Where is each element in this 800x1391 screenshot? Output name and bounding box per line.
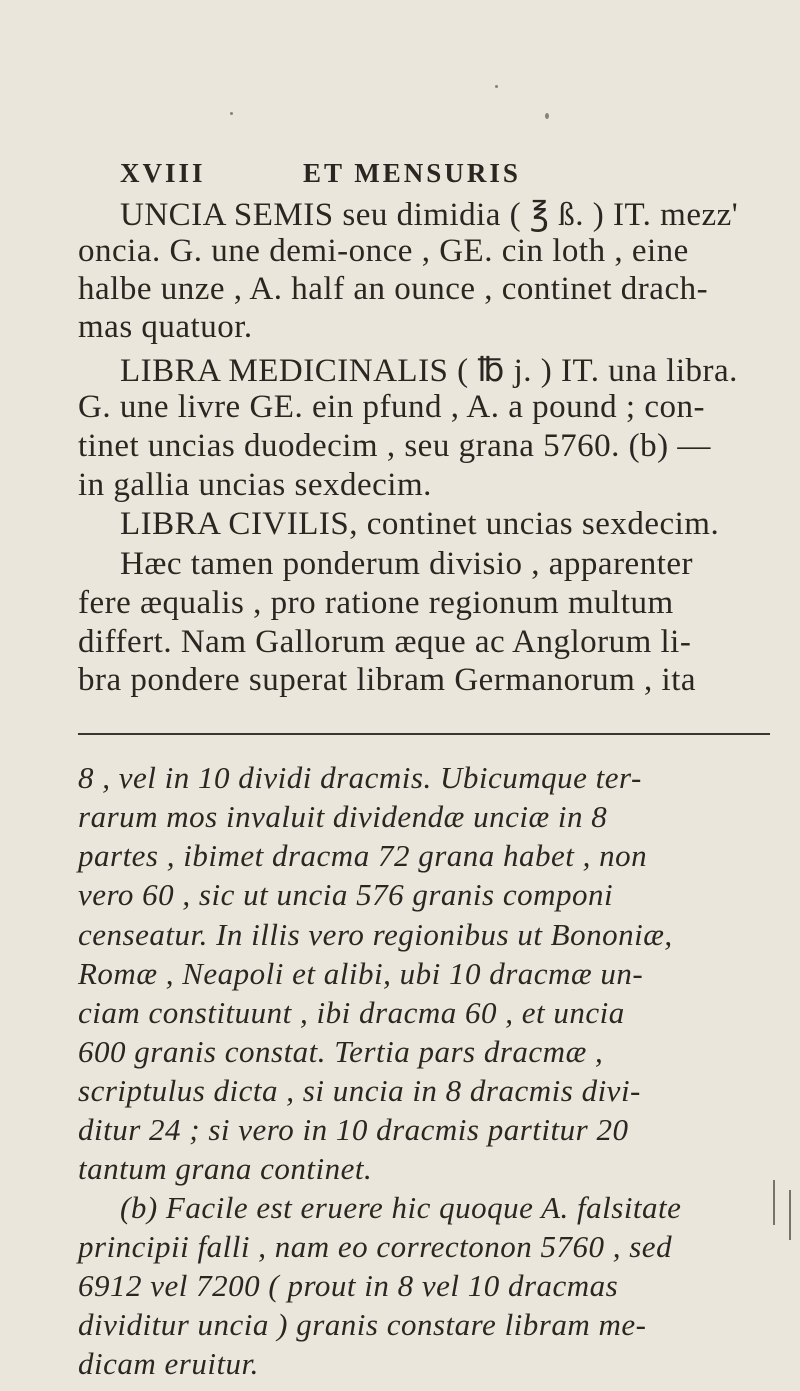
note-line-15: dividitur uncia ) granis constare libram me- (78, 1307, 647, 1342)
main-line-6: G. une livre GE. ein pfund , A. a pound ; con- (78, 389, 705, 425)
paper-speck (230, 112, 233, 115)
main-line-4: mas quatuor. (78, 309, 253, 345)
running-title: ET MENSURIS (303, 158, 521, 188)
note-line-6: Romæ , Neapoli et alibi, ubi 10 dracmæ un- (78, 956, 644, 991)
page-number: XVIII (120, 158, 206, 188)
note-line-7: ciam constituunt , ibi dracma 60 , et uncia (78, 995, 625, 1030)
note-line-2: rarum mos invaluit dividendæ unciæ in 8 (78, 799, 608, 834)
main-line-12: differt. Nam Gallorum æque ac Anglorum li- (78, 624, 692, 660)
main-line-7: tinet uncias duodecim , seu grana 5760. (b) — (78, 428, 711, 464)
note-line-1: 8 , vel in 10 dividi dracmis. Ubicumque ter- (78, 760, 642, 795)
margin-mark (789, 1190, 791, 1240)
note-line-11: tantum grana continet. (78, 1151, 373, 1186)
paper-speck (495, 85, 498, 88)
note-line-3: partes , ibimet dracma 72 grana habet , non (78, 838, 648, 873)
note-line-14: 6912 vel 7200 ( prout in 8 vel 10 dracmas (78, 1268, 619, 1303)
main-line-10: Hæc tamen ponderum divisio , apparenter (120, 546, 694, 582)
note-line-4: vero 60 , sic ut uncia 576 granis componi (78, 877, 614, 912)
footnote-rule (78, 733, 770, 735)
main-line-5: LIBRA MEDICINALIS ( ℔ j. ) IT. una libra. (120, 353, 738, 389)
note-line-16: dicam eruitur. (78, 1346, 259, 1381)
note-line-10: ditur 24 ; si vero in 10 dracmis partitur 20 (78, 1112, 629, 1147)
main-line-11: fere æqualis , pro ratione regionum multum (78, 585, 674, 621)
main-line-8: in gallia uncias sexdecim. (78, 467, 432, 503)
main-line-3: halbe unze , A. half an ounce , continet drach- (78, 271, 709, 307)
running-header (120, 158, 521, 189)
margin-mark (773, 1180, 775, 1225)
main-line-2: oncia. G. une demi-once , GE. cin loth , eine (78, 233, 689, 269)
note-line-12: (b) Facile est eruere hic quoque A. falsitate (120, 1190, 682, 1225)
note-line-5: censeatur. In illis vero regionibus ut Bononiæ, (78, 917, 673, 952)
main-line-1: UNCIA SEMIS seu dimidia ( ℥ ß. ) IT. mezz' (120, 197, 739, 233)
note-line-8: 600 granis constat. Tertia pars dracmæ , (78, 1034, 604, 1069)
paper-speck (545, 113, 549, 119)
note-line-9: scriptulus dicta , si uncia in 8 dracmis divi- (78, 1073, 641, 1108)
note-line-13: principii falli , nam eo correctonon 5760 , sed (78, 1229, 673, 1264)
main-line-9: LIBRA CIVILIS, continet uncias sexdecim. (120, 506, 720, 542)
main-line-13: bra pondere superat libram Germanorum , ita (78, 662, 697, 698)
